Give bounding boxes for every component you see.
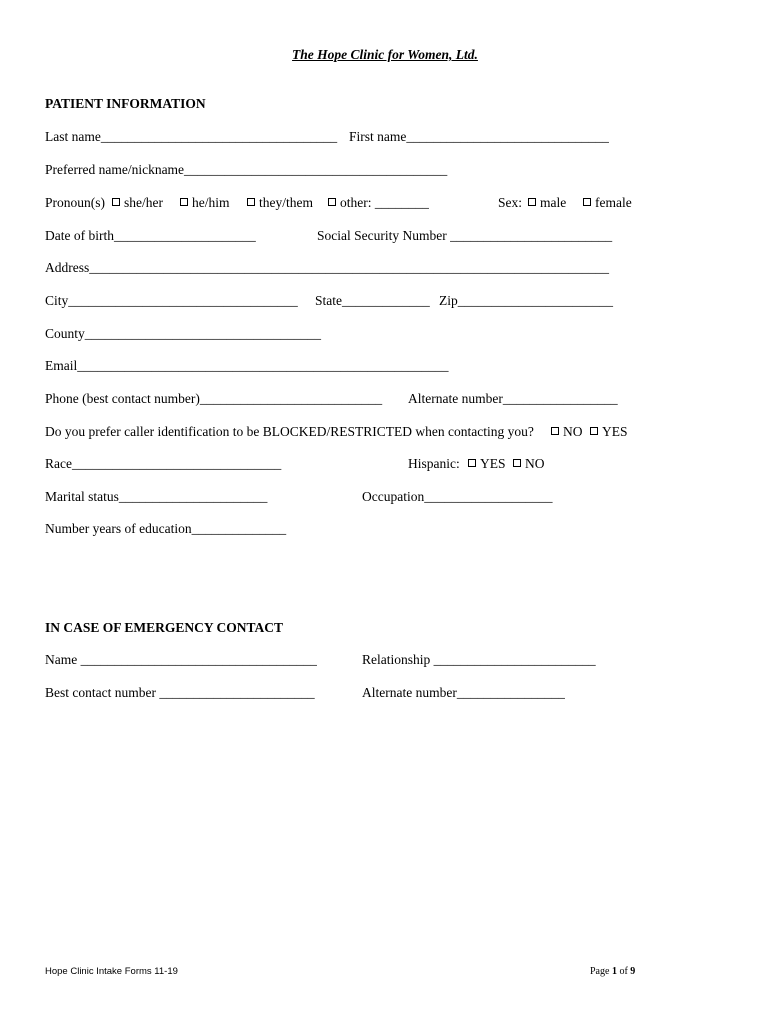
checkbox-icon[interactable] — [328, 198, 336, 206]
hispanic-no-label: NO — [525, 456, 545, 471]
checkbox-icon[interactable] — [583, 198, 591, 206]
checkbox-icon[interactable] — [551, 427, 559, 435]
checkbox-icon[interactable] — [112, 198, 120, 206]
county-field[interactable]: County___________________________________ — [45, 326, 322, 341]
page-total: 9 — [630, 966, 636, 977]
hispanic-no-option[interactable] — [513, 456, 545, 472]
emergency-alternate-number-field[interactable]: Alternate number________________ — [362, 685, 565, 700]
page-current: 1 — [611, 966, 617, 977]
pronoun-other-label: other: ________ — [340, 195, 429, 210]
sex-male-label: male — [540, 195, 567, 210]
clinic-title: The Hope Clinic for Women, Ltd. — [292, 47, 478, 62]
checkbox-icon[interactable] — [180, 198, 188, 206]
pronoun-he-label: he/him — [192, 195, 230, 210]
date-of-birth-field[interactable]: Date of birth_____________________ — [45, 228, 256, 243]
preferred-name-field[interactable]: Preferred name/nickname_______________________________________ — [45, 162, 448, 177]
sex-female-option[interactable] — [583, 195, 632, 211]
patient-info-heading: PATIENT INFORMATION — [45, 96, 206, 111]
pronoun-they-option[interactable] — [247, 195, 313, 211]
checkbox-icon[interactable] — [513, 459, 521, 467]
emergency-best-contact-field[interactable]: Best contact number _______________________ — [45, 685, 315, 700]
emergency-contact-heading: IN CASE OF EMERGENCY CONTACT — [45, 620, 284, 635]
sex-male-option[interactable] — [528, 195, 566, 211]
occupation-field[interactable]: Occupation___________________ — [362, 489, 553, 504]
zip-field[interactable]: Zip_______________________ — [439, 293, 613, 308]
address-field[interactable]: Address_____________________________________________________________________________ — [45, 260, 609, 275]
emergency-relationship-field[interactable]: Relationship ________________________ — [362, 652, 596, 667]
caller-id-no-label: NO — [563, 424, 583, 439]
footer-form-name: Hope Clinic Intake Forms 11-19 — [45, 966, 178, 977]
pronoun-he-option[interactable] — [180, 195, 230, 211]
footer-page-number — [590, 964, 635, 980]
phone-field[interactable]: Phone (best contact number)___________________________ — [45, 391, 383, 406]
sex-female-label: female — [595, 195, 632, 210]
page-of: of — [616, 966, 631, 977]
hispanic-yes-option[interactable] — [468, 456, 506, 472]
hispanic-yes-label: YES — [480, 456, 506, 471]
marital-status-field[interactable]: Marital status______________________ — [45, 489, 268, 504]
caller-id-yes-option[interactable] — [590, 424, 628, 440]
page-prefix: Page — [590, 966, 612, 977]
pronoun-they-label: they/them — [259, 195, 313, 210]
last-name-field[interactable]: Last name___________________________________ — [45, 129, 338, 144]
alternate-number-field[interactable]: Alternate number_________________ — [408, 391, 618, 406]
pronoun-she-option[interactable] — [112, 195, 163, 211]
city-field[interactable]: City__________________________________ — [45, 293, 298, 308]
sex-label: Sex: — [498, 195, 523, 210]
state-field[interactable]: State_____________ — [315, 293, 430, 308]
checkbox-icon[interactable] — [528, 198, 536, 206]
caller-id-question: Do you prefer caller identification to be BLOCKED/RESTRICTED when contacting you? — [45, 424, 534, 439]
ssn-field[interactable]: Social Security Number ________________________ — [317, 228, 613, 243]
hispanic-label: Hispanic: — [408, 456, 460, 471]
caller-id-no-option[interactable] — [551, 424, 583, 440]
checkbox-icon[interactable] — [590, 427, 598, 435]
checkbox-icon[interactable] — [468, 459, 476, 467]
pronoun-she-label: she/her — [124, 195, 163, 210]
first-name-field[interactable]: First name______________________________ — [349, 129, 609, 144]
pronoun-other-option[interactable] — [328, 195, 429, 211]
caller-id-yes-label: YES — [602, 424, 628, 439]
checkbox-icon[interactable] — [247, 198, 255, 206]
emergency-name-field[interactable]: Name ___________________________________ — [45, 652, 317, 667]
race-field[interactable]: Race_______________________________ — [45, 456, 282, 471]
pronouns-label: Pronoun(s) — [45, 195, 105, 210]
email-field[interactable]: Email_______________________________________________________ — [45, 358, 449, 373]
education-years-field[interactable]: Number years of education______________ — [45, 521, 287, 536]
